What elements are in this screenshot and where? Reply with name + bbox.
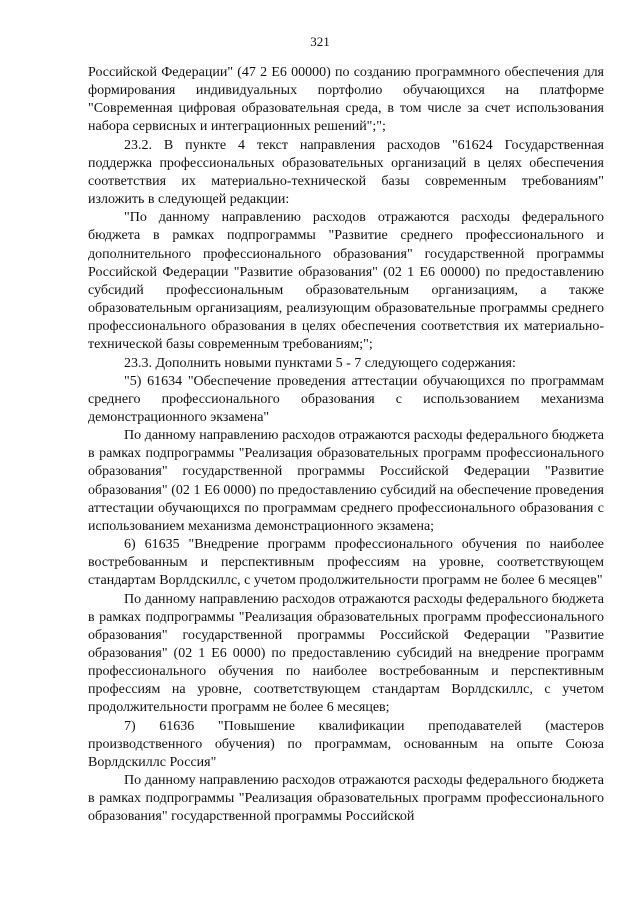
paragraph: 23.3. Дополнить новыми пунктами 5 - 7 следующего содержания:: [124, 355, 516, 371]
paragraph: По данному направлению расходов отражаются расходы федерального бюджета в рамках подпрограммы "Реализация образовательных программ профессионального образования" государственной программы Российской: [88, 773, 604, 825]
paragraph: "По данному направлению расходов отражаются расходы федерального бюджета в рамках подпрограммы "Развитие среднего профессионального и дополнительного профессионального образования" государственной программы Российской Федерации "Развитие образования" (02 1 Е6 00000) по предоставлению субсидий профессиональным образовательным организациям, а также образовательным организациям, реализующим образовательные программы среднего профессионального образования в целях обеспечения соответствия их материально-технической базы современным требованиям;";: [88, 210, 604, 353]
paragraph: 23.2. В пункте 4 текст направления расходов "61624 Государственная поддержка профессиональных образовательных организаций в целях обеспечения соответствия их материально-технической базы современным требованиям" изложить в следующей редакции:: [88, 137, 604, 208]
paragraph: По данному направлению расходов отражаются расходы федерального бюджета в рамках подпрограммы "Реализация образовательных программ профессионального образования" государственной программы Российской Федерации "Развитие образования" (02 1 Е6 0000) по предоставлению субсидий на обеспечение проведения аттестации обучающихся по программам среднего профессионального образования с использованием механизма демонстрационного экзамена;: [88, 428, 604, 534]
paragraph: "5) 61634 "Обеспечение проведения аттестации обучающихся по программам среднего профессионального образования с использованием механизма демонстрационного экзамена": [88, 373, 604, 425]
paragraph: По данному направлению расходов отражаются расходы федерального бюджета в рамках подпрограммы "Реализация образовательных программ профессионального образования" государственной программы Российской Федерации "Развитие образования" (02 1 Е6 0000) по предоставлению субсидий на внедрение программ профессионального обучения по наиболее востребованным и перспективным профессиям на уровне, соответствующем стандартам Ворлдскиллс, с учетом продолжительности программ не более 6 месяцев;: [88, 591, 604, 716]
paragraph: 7) 61636 "Повышение квалификации преподавателей (мастеров производственного обучения) по программам, основанным на опыте Союза Ворлдскиллс Россия": [88, 718, 604, 770]
paragraph: 6) 61635 "Внедрение программ профессионального обучения по наиболее востребованным и перспективным профессиям на уровне, соответствующем стандартам Ворлдскиллс, с учетом продолжительности программ не более 6 месяцев": [88, 537, 604, 589]
paragraph: Российской Федерации" (47 2 Е6 00000) по созданию программного обеспечения для формирования индивидуальных портфолио обучающихся на платформе "Современная цифровая образовательная среда, в том числе за счет использования набора сервисных и интеграционных решений";";: [88, 65, 604, 135]
page-number: 321: [310, 34, 330, 49]
document-body: [88, 64, 604, 827]
